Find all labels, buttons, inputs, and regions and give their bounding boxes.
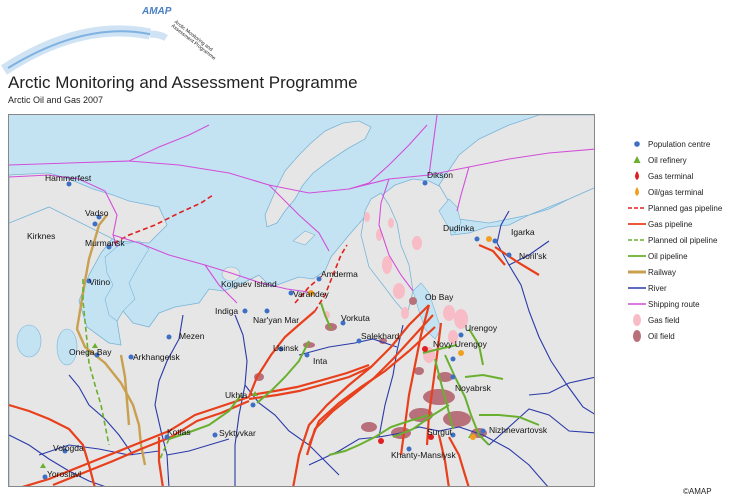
oil-field-icon [626,329,648,343]
svg-text:Noril'sk: Noril'sk [519,251,547,261]
gas-terminal-icon [422,346,428,352]
legend-item-gas-field [626,313,680,327]
place-ob-bay [425,292,454,302]
svg-text:Kirknes: Kirknes [27,231,56,241]
svg-text:Kotlas: Kotlas [167,427,191,437]
oil-gas-terminal-icon [458,350,464,356]
gas-terminal-icon [626,169,648,183]
shipping-route-icon [626,297,648,311]
svg-text:Hammerfest: Hammerfest [45,173,92,183]
svg-text:Syktyvkar: Syktyvkar [219,428,256,438]
map-canvas [9,115,595,487]
page-title: Arctic Monitoring and Assessment Programme [8,73,358,92]
svg-text:Vitino: Vitino [89,277,111,287]
gas-field-icon [626,313,648,327]
legend-item-oil-gas-terminal [626,185,704,199]
legend-label: Oil/gas terminal [648,187,704,197]
svg-text:Surgut: Surgut [427,427,453,437]
svg-text:Igarka: Igarka [511,227,535,237]
place-murmansk [85,238,125,250]
planned-gas-pipeline-icon [626,201,648,215]
svg-text:Vadso: Vadso [85,208,109,218]
svg-text:Inta: Inta [313,356,328,366]
legend-item-shipping [626,297,700,311]
planned-oil-pipeline-icon [626,233,648,247]
oil-refinery-icon [626,153,648,167]
legend-label: Oil refinery [648,155,687,165]
map [8,114,595,487]
legend-item-planned-oil [626,233,717,247]
svg-text:Vorkuta: Vorkuta [341,313,370,323]
place-onega-bay [69,347,112,358]
svg-text:Murmansk: Murmansk [85,238,125,248]
copyright-credit: ©AMAP [683,487,712,496]
place-varandey [289,289,330,299]
svg-text:Ob Bay: Ob Bay [425,292,454,302]
legend-label: Shipping route [648,299,700,309]
legend-label: Planned oil pipeline [648,235,718,245]
gas-terminal-icon [378,438,384,444]
svg-text:Onega Bay: Onega Bay [69,347,112,357]
place-usinsk [273,343,299,353]
legend-label: Railway [648,267,677,277]
population-centre-icon [626,137,648,151]
legend-label: Gas pipeline [648,219,693,229]
svg-text:Varandey: Varandey [293,289,329,299]
legend-label: Oil pipeline [648,251,688,261]
svg-text:Mezen: Mezen [179,331,205,341]
svg-text:Amderma: Amderma [321,269,358,279]
svg-text:Nar'yan Mar: Nar'yan Mar [253,315,300,325]
oil-pipeline-icon [626,249,648,263]
legend-item-oil-field [626,329,675,343]
place-vitino [87,277,111,287]
place-nizhnevartovsk [481,425,548,435]
railway-icon [626,265,648,279]
place-arkhangelsk [129,352,181,362]
oil-gas-terminal-icon [470,434,476,440]
svg-text:Novy Urengoy: Novy Urengoy [433,339,487,349]
river-icon [626,281,648,295]
oil-gas-terminal-icon [486,236,492,242]
svg-text:Noyabrsk: Noyabrsk [455,383,491,393]
place-vadso [85,208,109,220]
legend-item-gas-terminal [626,169,693,183]
header [0,0,736,112]
lake-ladoga [17,325,41,357]
legend-item-planned-gas [626,201,722,215]
place-kolguev-island [221,279,277,289]
svg-text:Kolguev Island: Kolguev Island [221,279,277,289]
legend-item-refinery [626,153,687,167]
svg-text:Dikson: Dikson [427,170,453,180]
logo-text: AMAP [142,6,172,17]
oil-gas-terminal-icon [626,185,648,199]
svg-text:Salekhard: Salekhard [361,331,400,341]
svg-text:Dudinka: Dudinka [443,223,475,233]
place-vologda [53,443,84,454]
svg-text:Yoroslavl: Yoroslavl [47,469,82,479]
svg-text:Usinsk: Usinsk [273,343,299,353]
place-syktyvkar [213,428,257,438]
legend-label: Gas terminal [648,171,694,181]
place-yoroslavl [43,469,82,480]
gas-pipeline-icon [626,217,648,231]
svg-text:Arkhangelsk: Arkhangelsk [133,352,180,362]
legend-item-oil-pipeline [626,249,688,263]
legend-item-population [626,137,710,151]
place-surgut [427,427,456,438]
svg-text:Vologda: Vologda [53,443,84,453]
svg-text:Nizhnevartovsk: Nizhnevartovsk [489,425,548,435]
legend-label: River [648,283,667,293]
legend-item-railway [626,265,676,279]
svg-text:Ukhta: Ukhta [225,390,248,400]
legend-label: Gas field [648,315,680,325]
svg-text:Urengoy: Urengoy [465,323,498,333]
svg-text:Khanty-Mansiysk: Khanty-Mansiysk [391,450,456,460]
legend-item-river [626,281,667,295]
svg-text:Indiga: Indiga [215,306,239,316]
logo-tagline: Arctic Monitoring and Assessment Programme [169,19,217,62]
legend-label: Planned gas pipeline [648,203,723,213]
legend-item-gas-pipeline [626,217,692,231]
page-subtitle: Arctic Oil and Gas 2007 [8,95,104,105]
legend-label: Population centre [648,139,711,149]
legend-label: Oil field [648,331,675,341]
